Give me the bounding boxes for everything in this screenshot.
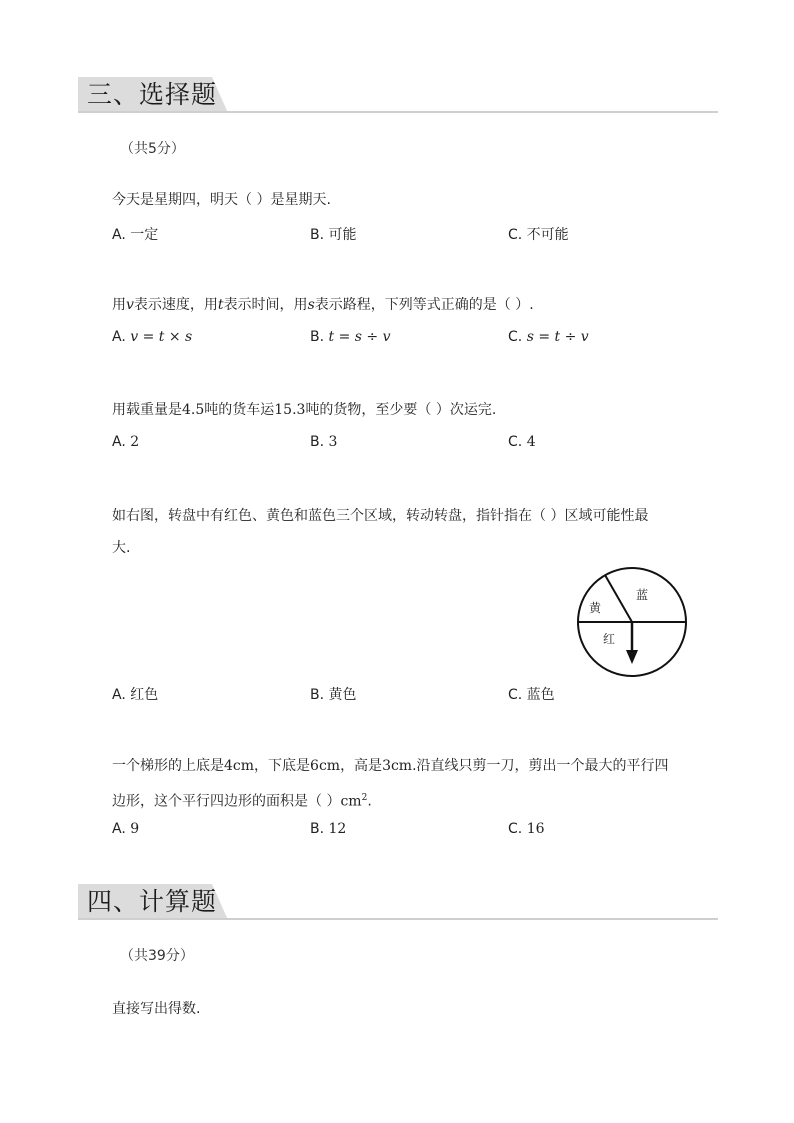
q3-number: 4.5 — [182, 402, 205, 418]
section-title: 三、选择题 — [87, 80, 218, 109]
question-3 — [112, 396, 496, 425]
spinner-diagram — [574, 564, 690, 680]
q5-option-a[interactable] — [112, 821, 139, 837]
spinner-divider-slant — [605, 575, 632, 622]
q1-option-c[interactable]: C. 不可能 — [508, 227, 569, 243]
option-label: C. — [508, 821, 523, 837]
section-header-calculation — [78, 884, 718, 920]
q3-text: 吨的货车运 — [204, 402, 275, 418]
option-label: C. — [508, 329, 523, 345]
question-1: 今天是星期四，明天（ ）是星期天. — [112, 192, 331, 208]
section-score: （共39分） — [120, 948, 194, 964]
spinner-label-yellow: 黄 — [589, 601, 602, 615]
section-score: （共5分） — [120, 141, 185, 157]
option-label: A. — [112, 821, 126, 837]
q4-option-c[interactable]: C. 蓝色 — [508, 687, 555, 703]
option-value: 2 — [130, 434, 140, 450]
spinner-pointer-arrowhead — [626, 650, 638, 664]
option-label: C. — [508, 434, 523, 450]
q5-unit: cm — [340, 793, 362, 810]
question-5-line-1 — [112, 752, 669, 781]
option-label: B. — [310, 821, 325, 837]
q3-text: 吨的货物，至少要（ ）次运完. — [305, 402, 497, 418]
q3-option-a[interactable] — [112, 434, 139, 450]
q2-var-t: t — [217, 297, 224, 313]
q3-option-c[interactable] — [508, 434, 536, 450]
q5-option-c[interactable] — [508, 821, 545, 837]
q3-text: 用载重量是 — [112, 402, 182, 418]
option-label: A. — [112, 434, 126, 450]
q2-text: 表示速度，用 — [133, 297, 218, 313]
q1-option-b[interactable]: B. 可能 — [310, 227, 357, 243]
option-expression: t = s ÷ v — [328, 329, 391, 345]
section-header-choice — [78, 77, 718, 113]
q5-text: 边形，这个平行四边形的面积是（ ） — [112, 793, 341, 810]
section-divider — [78, 918, 718, 920]
option-label: A. — [112, 329, 126, 345]
option-label: B. — [310, 434, 325, 450]
q2-text: 表示时间，用 — [223, 297, 308, 313]
q3-option-b[interactable] — [310, 434, 337, 450]
q2-option-b[interactable] — [310, 329, 391, 345]
q2-option-a[interactable] — [112, 329, 192, 345]
q5-text: .沿直线只剪一刀，剪出一个最大的平行四 — [412, 758, 669, 774]
section-title: 四、计算题 — [87, 887, 218, 916]
option-expression: s = t ÷ v — [526, 329, 589, 345]
q5-text: 一个梯形的上底是 — [112, 758, 224, 774]
q4-option-a[interactable]: A. 红色 — [112, 687, 159, 703]
spinner-label-red: 红 — [603, 632, 616, 646]
option-value: 3 — [328, 434, 338, 450]
question-5-line-2 — [112, 784, 372, 817]
spinner-label-blue: 蓝 — [636, 588, 649, 602]
q5-option-b[interactable] — [310, 821, 346, 837]
q2-text: 用 — [112, 297, 126, 313]
option-label: B. — [310, 329, 325, 345]
question-2 — [112, 291, 534, 320]
q5-exponent: 2 — [361, 793, 368, 803]
section-divider — [78, 111, 718, 113]
option-value: 16 — [526, 821, 545, 837]
option-expression: v = t × s — [130, 329, 193, 345]
q5-number: 3cm — [382, 758, 413, 774]
q5-text: ，下底是 — [254, 758, 311, 774]
q3-number: 15.3 — [274, 402, 306, 418]
q1-option-a[interactable]: A. 一定 — [112, 227, 159, 243]
option-value: 12 — [328, 821, 347, 837]
q2-var-v: v — [126, 297, 134, 313]
q2-option-c[interactable] — [508, 329, 589, 345]
option-value: 9 — [130, 821, 140, 837]
q4-option-b[interactable]: B. 黄色 — [310, 687, 357, 703]
question-4-line-2: 大. — [112, 540, 131, 556]
q5-number: 6cm — [310, 758, 341, 774]
question-4-line-1: 如右图，转盘中有红色、黄色和蓝色三个区域，转动转盘，指针指在（ ）区域可能性最 — [112, 508, 649, 524]
question-6: 直接写出得数. — [112, 1001, 201, 1017]
q5-number: 4cm — [224, 758, 255, 774]
q2-text: 表示路程，下列等式正确的是（ ）. — [314, 297, 534, 313]
q5-text: ，高是 — [340, 758, 383, 774]
option-value: 4 — [526, 434, 536, 450]
q5-text: . — [367, 793, 372, 810]
q2-var-s: s — [307, 297, 315, 313]
